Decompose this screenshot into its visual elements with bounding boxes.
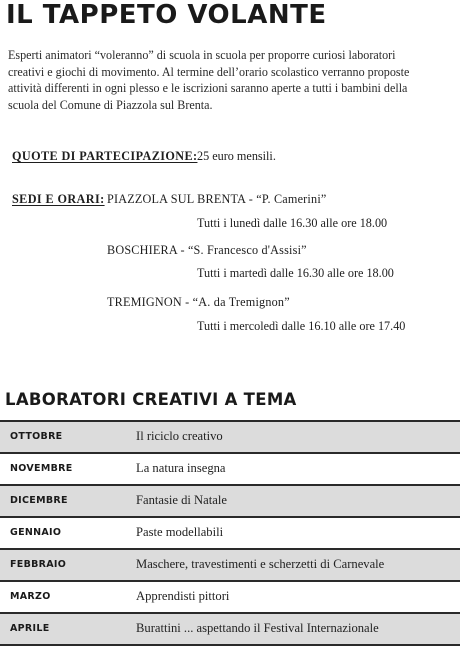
- table-row: [0, 614, 460, 646]
- topic-cell: Maschere, travestimenti e scherzetti di Carnevale: [136, 557, 385, 571]
- table-row: [0, 550, 460, 582]
- table-row: [0, 422, 460, 454]
- site-schedule-boschiera: Tutti i martedì dalle 16.30 alle ore 18.00: [197, 266, 394, 280]
- quote-label: QUOTE DI PARTECIPAZIONE:: [12, 149, 198, 163]
- table-row: [0, 454, 460, 486]
- topic-cell: Fantasie di Natale: [136, 493, 227, 507]
- quote-value: 25 euro mensili.: [197, 149, 276, 163]
- section-title: LABORATORI CREATIVI A TEMA: [5, 390, 297, 409]
- workshops-table: [0, 420, 460, 646]
- month-cell: APRILE: [10, 623, 50, 634]
- site-name-boschiera: BOSCHIERA - “S. Francesco d'Assisi”: [107, 243, 307, 257]
- table-row: [0, 582, 460, 614]
- month-cell: FEBBRAIO: [10, 559, 67, 570]
- month-cell: DICEMBRE: [10, 495, 68, 506]
- page-title: IL TAPPETO VOLANTE: [6, 0, 327, 30]
- topic-cell: Paste modellabili: [136, 525, 224, 539]
- month-cell: GENNAIO: [10, 527, 62, 538]
- topic-cell: Il riciclo creativo: [136, 429, 223, 443]
- month-cell: MARZO: [10, 591, 51, 602]
- site-schedule-piazzola: Tutti i lunedì dalle 16.30 alle ore 18.00: [197, 216, 388, 230]
- site-name-tremignon: TREMIGNON - “A. da Tremignon”: [107, 295, 290, 309]
- topic-cell: La natura insegna: [136, 461, 226, 475]
- month-cell: OTTOBRE: [10, 431, 63, 442]
- month-cell: NOVEMBRE: [10, 463, 73, 474]
- site-schedule-tremignon: Tutti i mercoledì dalle 16.10 alle ore 17.40: [197, 319, 406, 333]
- topic-cell: Burattini ... aspettando il Festival Internazionale: [136, 621, 379, 635]
- sedi-label: SEDI E ORARI:: [12, 192, 105, 206]
- table-row: [0, 486, 460, 518]
- intro-paragraph: Esperti animatori “voleranno” di scuola in scuola per proporre curiosi laboratori creativi e giochi di movimento. Al termine dell’orario scolastico verranno proposte attività differenti in ogni plesso e le iscrizioni saranno aperte a tutti i bambini della scuola del Comune di Piazzola sul Brenta.: [8, 48, 410, 112]
- table-row: [0, 518, 460, 550]
- site-name-piazzola: PIAZZOLA SUL BRENTA - “P. Camerini”: [107, 192, 327, 206]
- topic-cell: Apprendisti pittori: [136, 589, 230, 603]
